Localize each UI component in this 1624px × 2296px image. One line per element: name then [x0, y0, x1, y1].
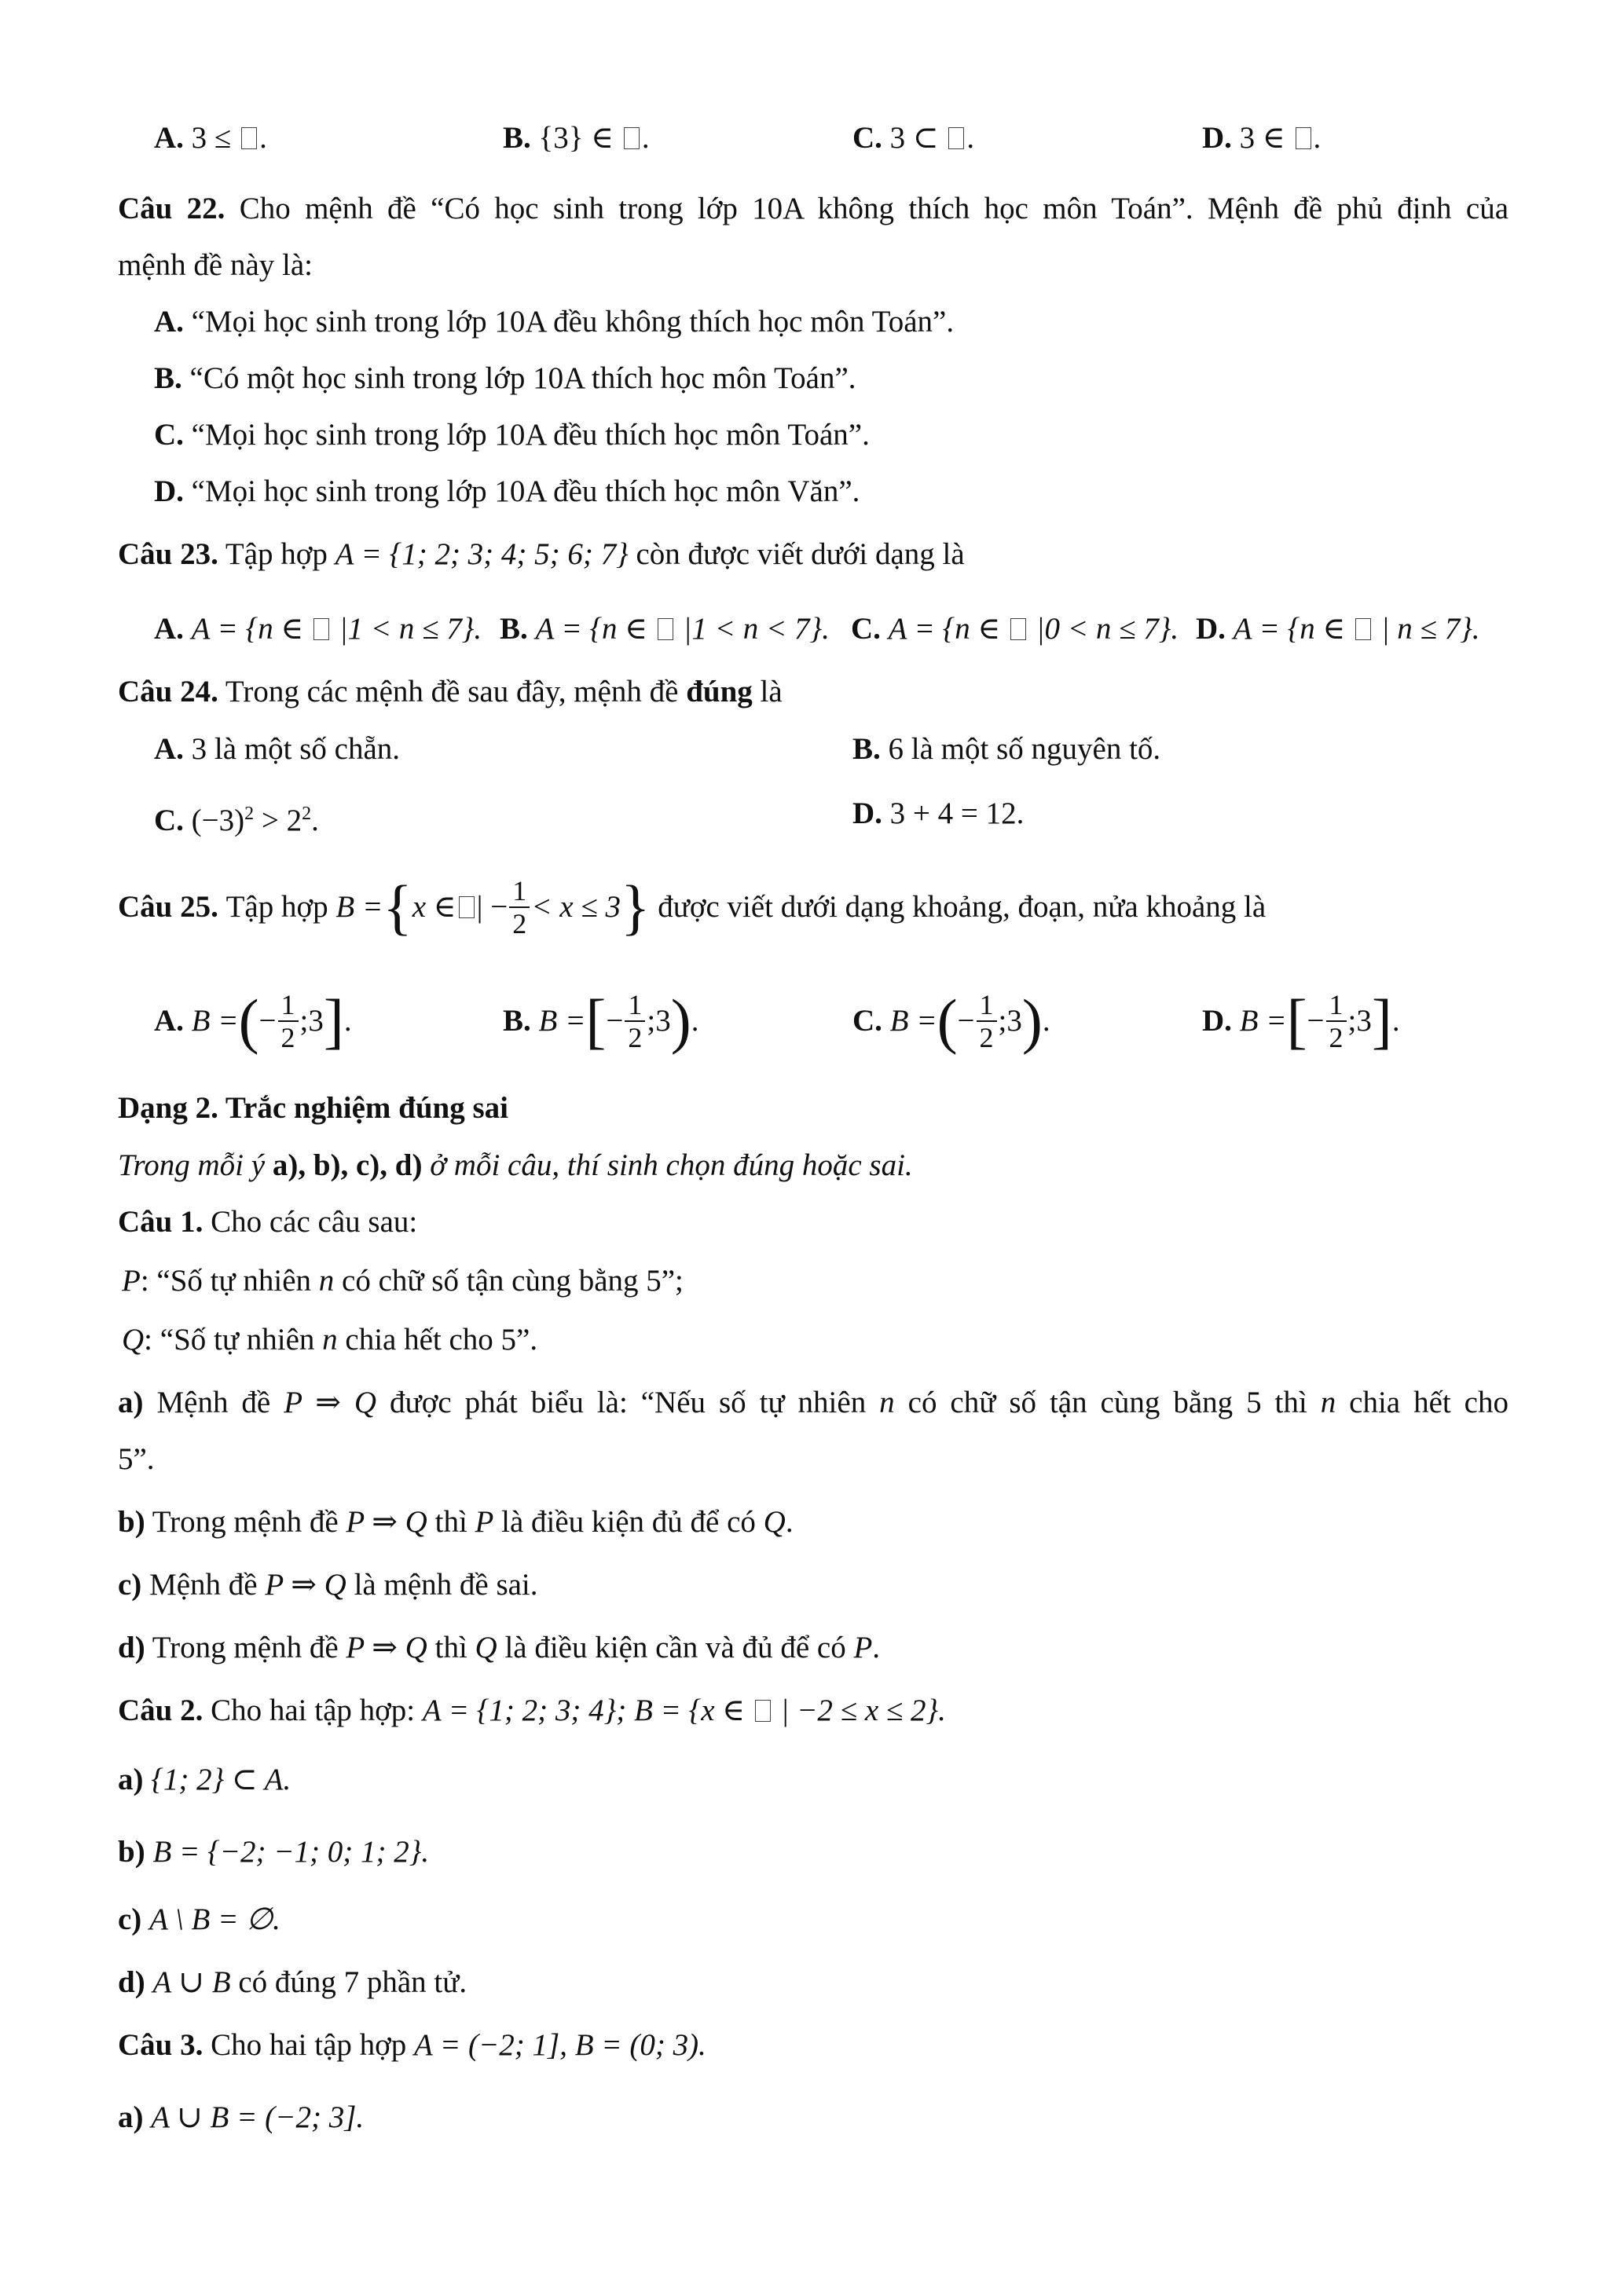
question-text: Trong các mệnh đề sau đây, mệnh đề: [225, 675, 679, 709]
math-text: B =: [538, 1004, 586, 1038]
denominator: 2: [628, 1022, 643, 1053]
math-text: |1 < n ≤ 7}.: [332, 612, 482, 646]
bracket-close: ): [670, 987, 691, 1055]
q22-option-a: [154, 302, 954, 342]
math-text: B =: [889, 1004, 937, 1038]
instruction-text: ở mỗi câu, thí sinh chọn đúng hoặc sai.: [422, 1148, 913, 1182]
item-text: Mệnh đề: [156, 1386, 284, 1419]
set-symbol-icon: [313, 618, 329, 640]
item-label: a): [118, 1763, 144, 1796]
math-text: −: [258, 1004, 277, 1038]
option-text: 3 ∈: [1239, 121, 1293, 155]
item-label: a): [118, 1386, 144, 1419]
bracket-open: [: [585, 987, 607, 1055]
math-text: | n ≤ 7}.: [1373, 612, 1480, 646]
question-number: Câu 24.: [118, 675, 218, 709]
option-label: B.: [503, 121, 531, 155]
fraction: [625, 989, 645, 1053]
math-text: .: [691, 1004, 699, 1038]
math-text: {1; 2} ⊂ A.: [151, 1763, 291, 1796]
option-label: A.: [154, 121, 184, 155]
exponent: 2: [244, 804, 255, 824]
math-text: | −2 ≤ x ≤ 2}.: [772, 1694, 946, 1727]
q22-stem-cont: mệnh đề này là:: [118, 248, 313, 282]
fraction: [278, 989, 299, 1053]
math-text: ;3: [998, 1004, 1022, 1038]
c1-statement-q: [122, 1320, 537, 1360]
item-label: d): [118, 1631, 145, 1664]
math-text: B = {−2; −1; 0; 1; 2}.: [152, 1835, 430, 1869]
item-text: được phát biểu là: “Nếu số tự nhiên: [376, 1386, 880, 1419]
c2-stem: [118, 1690, 946, 1731]
question-text: được viết dưới dạng khoảng, đoạn, nửa khoảng là: [658, 890, 1267, 924]
numerator: 1: [1326, 989, 1347, 1022]
q25-stem: [118, 872, 1266, 943]
c2-item-d: [118, 1962, 467, 2003]
item-text: có chữ số tận cùng bằng 5 thì: [894, 1386, 1321, 1419]
math-text: A = {n ∈: [888, 612, 1009, 646]
item-label: a): [118, 2100, 144, 2134]
c1-stem: [118, 1202, 417, 1243]
option-label: D.: [1202, 121, 1232, 155]
option-label: C.: [154, 418, 184, 452]
math-text: A = {n ∈: [191, 612, 312, 646]
math-text: ;3: [1347, 1004, 1372, 1038]
c1-item-a-cont: 5”.: [118, 1442, 155, 1476]
c3-item-a: [118, 2097, 364, 2138]
math-var: n: [318, 1264, 335, 1298]
math-text: x ∈: [412, 890, 456, 924]
item-text: là điều kiện cần và đủ để có: [497, 1631, 854, 1664]
question-text: là: [760, 675, 783, 709]
math-var: n: [322, 1323, 338, 1357]
statement-text: : “Số tự nhiên: [144, 1323, 323, 1357]
c3-stem: [118, 2025, 706, 2066]
q25-option-b: [503, 986, 698, 1056]
q24-option-d: [852, 793, 1024, 834]
q21-option-c: C. 3 ⊂ .: [852, 121, 975, 155]
fraction: [977, 989, 997, 1053]
instruction-keys: a), b), c), d): [272, 1148, 423, 1182]
math-text: B =: [191, 1004, 239, 1038]
c1-item-d: [118, 1628, 880, 1668]
question-number: Câu 3.: [118, 2028, 203, 2062]
math-text: | −: [476, 890, 508, 924]
math-text: (−3): [191, 804, 245, 837]
set-symbol-icon: [755, 1700, 771, 1722]
math-set: A = {1; 2; 3; 4; 5; 6; 7}: [335, 537, 629, 571]
item-text: là điều kiện đủ để có: [493, 1505, 764, 1539]
set-symbol-icon: [241, 127, 257, 149]
denominator: 2: [512, 908, 527, 939]
question-text: Tập hợp: [225, 537, 328, 571]
math-text: .: [311, 804, 319, 837]
numerator: 1: [509, 875, 530, 908]
question-number: Câu 22.: [118, 192, 225, 225]
option-text: “Mọi học sinh trong lớp 10A đều thích học môn Toán”.: [191, 418, 870, 452]
option-label: C.: [852, 121, 882, 155]
fraction: [509, 875, 530, 939]
question-number: Câu 23.: [118, 537, 218, 571]
option-label: B.: [154, 361, 182, 395]
math-var: P: [475, 1505, 494, 1539]
item-label: d): [118, 1965, 145, 1999]
item-text: thì: [427, 1505, 475, 1539]
item-text: Trong mệnh đề: [152, 1631, 346, 1664]
math-text: P ⇒ Q: [284, 1386, 377, 1419]
math-var: P: [853, 1631, 873, 1664]
math-var: n: [1320, 1386, 1336, 1419]
emphasis: đúng: [686, 675, 753, 709]
question-text: Cho hai tập hợp: [211, 2028, 415, 2062]
set-symbol-icon: [948, 127, 964, 149]
c2-item-a: [118, 1760, 291, 1800]
option-text: “Mọi học sinh trong lớp 10A đều thích học môn Văn”.: [191, 474, 860, 508]
c2-item-b: [118, 1832, 429, 1873]
math-text: P ⇒ Q: [346, 1631, 427, 1664]
instruction-text: Trong mỗi ý: [118, 1148, 273, 1182]
option-text: 3 là một số chẵn.: [191, 732, 401, 766]
exponent: 2: [302, 804, 312, 824]
item-text: là mệnh đề sai.: [346, 1568, 538, 1602]
question-number: Câu 1.: [118, 1205, 203, 1239]
question-number: Câu 25.: [118, 890, 218, 924]
math-text: −: [606, 1004, 624, 1038]
item-text: .: [785, 1505, 794, 1539]
statement-text: có chữ số tận cùng bằng 5”;: [334, 1264, 684, 1298]
denominator: 2: [280, 1022, 295, 1053]
math-text: .: [343, 1004, 352, 1038]
set-symbol-icon: [1355, 618, 1371, 640]
set-symbol-icon: [1010, 618, 1026, 640]
option-text: “Mọi học sinh trong lớp 10A đều không thích học môn Toán”.: [191, 305, 955, 339]
math-text: B =: [1239, 1004, 1287, 1038]
q24-option-b: [852, 729, 1160, 770]
q22-option-d: [154, 471, 860, 512]
q22-stem: [118, 189, 1509, 229]
c1-statement-p: [122, 1261, 684, 1302]
option-label: B.: [500, 612, 528, 646]
item-label: c): [118, 1568, 142, 1602]
numerator: 1: [625, 989, 645, 1022]
item-label: b): [118, 1835, 145, 1869]
item-text: chia hết cho: [1336, 1386, 1509, 1419]
statement-text: : “Số tự nhiên: [140, 1264, 319, 1298]
set-symbol-icon: [658, 618, 673, 640]
option-text: “Có một học sinh trong lớp 10A thích học môn Toán”.: [189, 361, 856, 395]
option-label: A.: [154, 305, 184, 339]
set-symbol-icon: [459, 896, 475, 918]
q21-option-a: A. 3 ≤ .: [154, 121, 267, 155]
math-text: ;3: [647, 1004, 671, 1038]
math-text: A = (−2; 1], B = (0; 3).: [414, 2028, 706, 2062]
math-text: A = {n ∈: [1233, 612, 1354, 646]
math-text: A ∪ B: [152, 1965, 231, 1999]
math-var: Q: [763, 1505, 786, 1539]
q21-option-b: B. {3} ∈ .: [503, 121, 650, 155]
option-text: 6 là một số nguyên tố.: [888, 732, 1161, 766]
math-var: Q: [122, 1323, 145, 1357]
c1-item-a: [118, 1382, 1509, 1423]
option-label: D.: [852, 796, 882, 830]
math-var: Q: [475, 1631, 497, 1664]
option-text: {3} ∈: [538, 121, 621, 155]
math-var: n: [879, 1386, 895, 1419]
set-symbol-icon: [1296, 127, 1311, 149]
item-text: .: [872, 1631, 881, 1664]
q23-option-a: [154, 609, 482, 650]
item-text: Trong mệnh đề: [152, 1505, 346, 1539]
q23-option-c: [851, 609, 1179, 650]
option-text: 3 ⊂: [889, 121, 947, 155]
fraction: [1326, 989, 1347, 1053]
option-label: C.: [851, 612, 881, 646]
bracket-open: (: [238, 987, 259, 1055]
math-text: B =: [335, 890, 383, 924]
q25-option-c: [852, 986, 1050, 1056]
bracket-close: ]: [1371, 987, 1392, 1055]
math-text: |1 < n < 7}.: [675, 612, 830, 646]
math-text: > 2: [254, 804, 302, 837]
q22-option-b: [154, 358, 856, 399]
brace-open: {: [383, 873, 412, 941]
q25-option-a: [154, 986, 352, 1056]
q24-option-c: [154, 793, 319, 841]
denominator: 2: [979, 1022, 994, 1053]
item-text: có đúng 7 phần tử.: [230, 1965, 467, 1999]
question-text: Cho mệnh đề “Có học sinh trong lớp 10A không thích học môn Toán”. Mệnh đề phủ định của: [239, 192, 1509, 225]
question-number: Câu 2.: [118, 1694, 203, 1727]
option-label: A.: [154, 732, 184, 766]
set-symbol-icon: [624, 127, 640, 149]
bracket-close: ]: [323, 987, 344, 1055]
numerator: 1: [278, 989, 299, 1022]
numerator: 1: [977, 989, 997, 1022]
option-label: D.: [1202, 1004, 1232, 1038]
option-label: C.: [852, 1004, 882, 1038]
q24-option-a: [154, 729, 400, 770]
option-label: A.: [154, 612, 184, 646]
math-text: P ⇒ Q: [265, 1568, 346, 1602]
question-text: Cho các câu sau:: [211, 1205, 418, 1239]
math-text: ;3: [299, 1004, 324, 1038]
bracket-open: [: [1286, 987, 1307, 1055]
math-text: |0 < n ≤ 7}.: [1028, 612, 1179, 646]
math-var: P: [122, 1264, 141, 1298]
section-title: [118, 1088, 508, 1129]
math-text: P ⇒ Q: [346, 1505, 427, 1539]
section-instructions: [118, 1145, 913, 1186]
q25-option-d: [1202, 986, 1400, 1056]
math-text: −: [1307, 1004, 1325, 1038]
q24-stem: [118, 672, 783, 712]
statement-text: chia hết cho 5”.: [337, 1323, 538, 1357]
brace-close: }: [621, 873, 651, 941]
section-heading: Dạng 2. Trắc nghiệm đúng sai: [118, 1091, 508, 1125]
option-label: D.: [154, 474, 184, 508]
q23-option-b: [500, 609, 830, 650]
item-text: Mệnh đề: [149, 1568, 266, 1602]
math-text: < x ≤ 3: [531, 890, 621, 924]
question-text: còn được viết dưới dạng là: [636, 537, 965, 571]
math-text: −: [957, 1004, 975, 1038]
bracket-close: ): [1021, 987, 1043, 1055]
item-label: b): [118, 1505, 145, 1539]
math-text: A \ B = ∅.: [149, 1902, 280, 1936]
math-text: .: [1042, 1004, 1050, 1038]
item-text: thì: [427, 1631, 475, 1664]
denominator: 2: [1329, 1022, 1344, 1053]
q21-option-d: D. 3 ∈ .: [1202, 121, 1322, 155]
option-label: D.: [1196, 612, 1226, 646]
item-label: c): [118, 1902, 142, 1936]
c1-item-b: [118, 1502, 794, 1543]
math-text: A = {1; 2; 3; 4}; B = {x ∈: [422, 1694, 753, 1727]
math-text: .: [1391, 1004, 1400, 1038]
option-label: B.: [503, 1004, 531, 1038]
q23-option-d: [1196, 609, 1480, 650]
q22-option-c: [154, 415, 870, 456]
option-label: B.: [852, 732, 881, 766]
option-label: C.: [154, 804, 184, 837]
option-text: 3 ≤: [191, 121, 240, 155]
math-text: A ∪ B = (−2; 3].: [151, 2100, 365, 2134]
c2-item-c: [118, 1899, 280, 1940]
option-text: 3 + 4 = 12.: [889, 796, 1025, 830]
math-text: A = {n ∈: [535, 612, 655, 646]
question-text: Tập hợp: [225, 890, 328, 924]
c1-item-c: [118, 1565, 538, 1606]
question-text: Cho hai tập hợp:: [211, 1694, 423, 1727]
option-label: A.: [154, 1004, 184, 1038]
q23-stem: [118, 534, 965, 575]
bracket-open: (: [937, 987, 958, 1055]
